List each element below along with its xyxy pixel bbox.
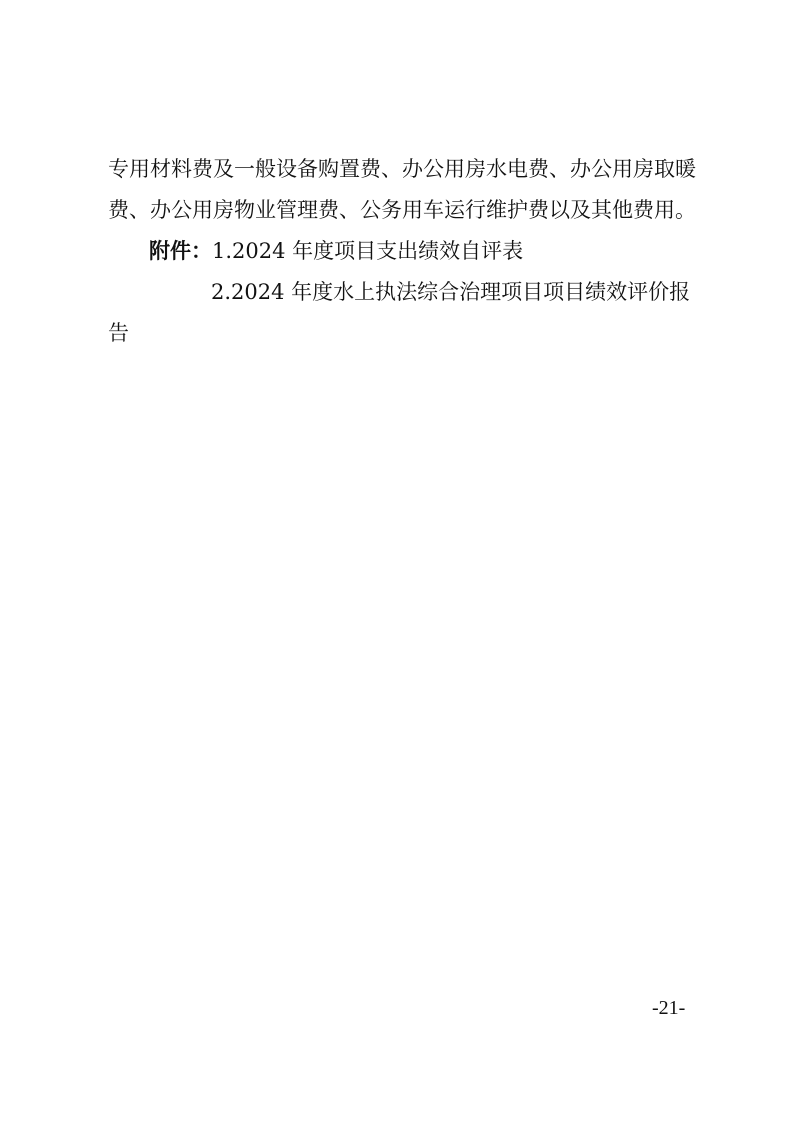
attachment-line-1 (149, 239, 523, 263)
attachment-item-2: 2.2024 年度水上执法综合治理项目项目绩效评价报 (211, 280, 691, 304)
attachment-item-1: 1.2024 年度项目支出绩效自评表 (212, 239, 524, 263)
attachment-item-2-continuation: 告 (108, 321, 129, 345)
attachment-label: 附件： (149, 239, 212, 263)
body-paragraph-line-2: 费 、 办 公 用 房 物 业 管 理 费 、 公 务 用 车 运 行 维 护 费 以 及 其 他 费 用 。 (108, 198, 696, 222)
body-paragraph-line-1: 专 用 材 料 费 及 一 般 设 备 购 置 费 、 办 公 用 房 水 电 费 、 办 公 用 房 取 暖 (108, 157, 696, 181)
page-number: -21- (652, 997, 686, 1019)
attachment-line-2 (211, 280, 690, 304)
